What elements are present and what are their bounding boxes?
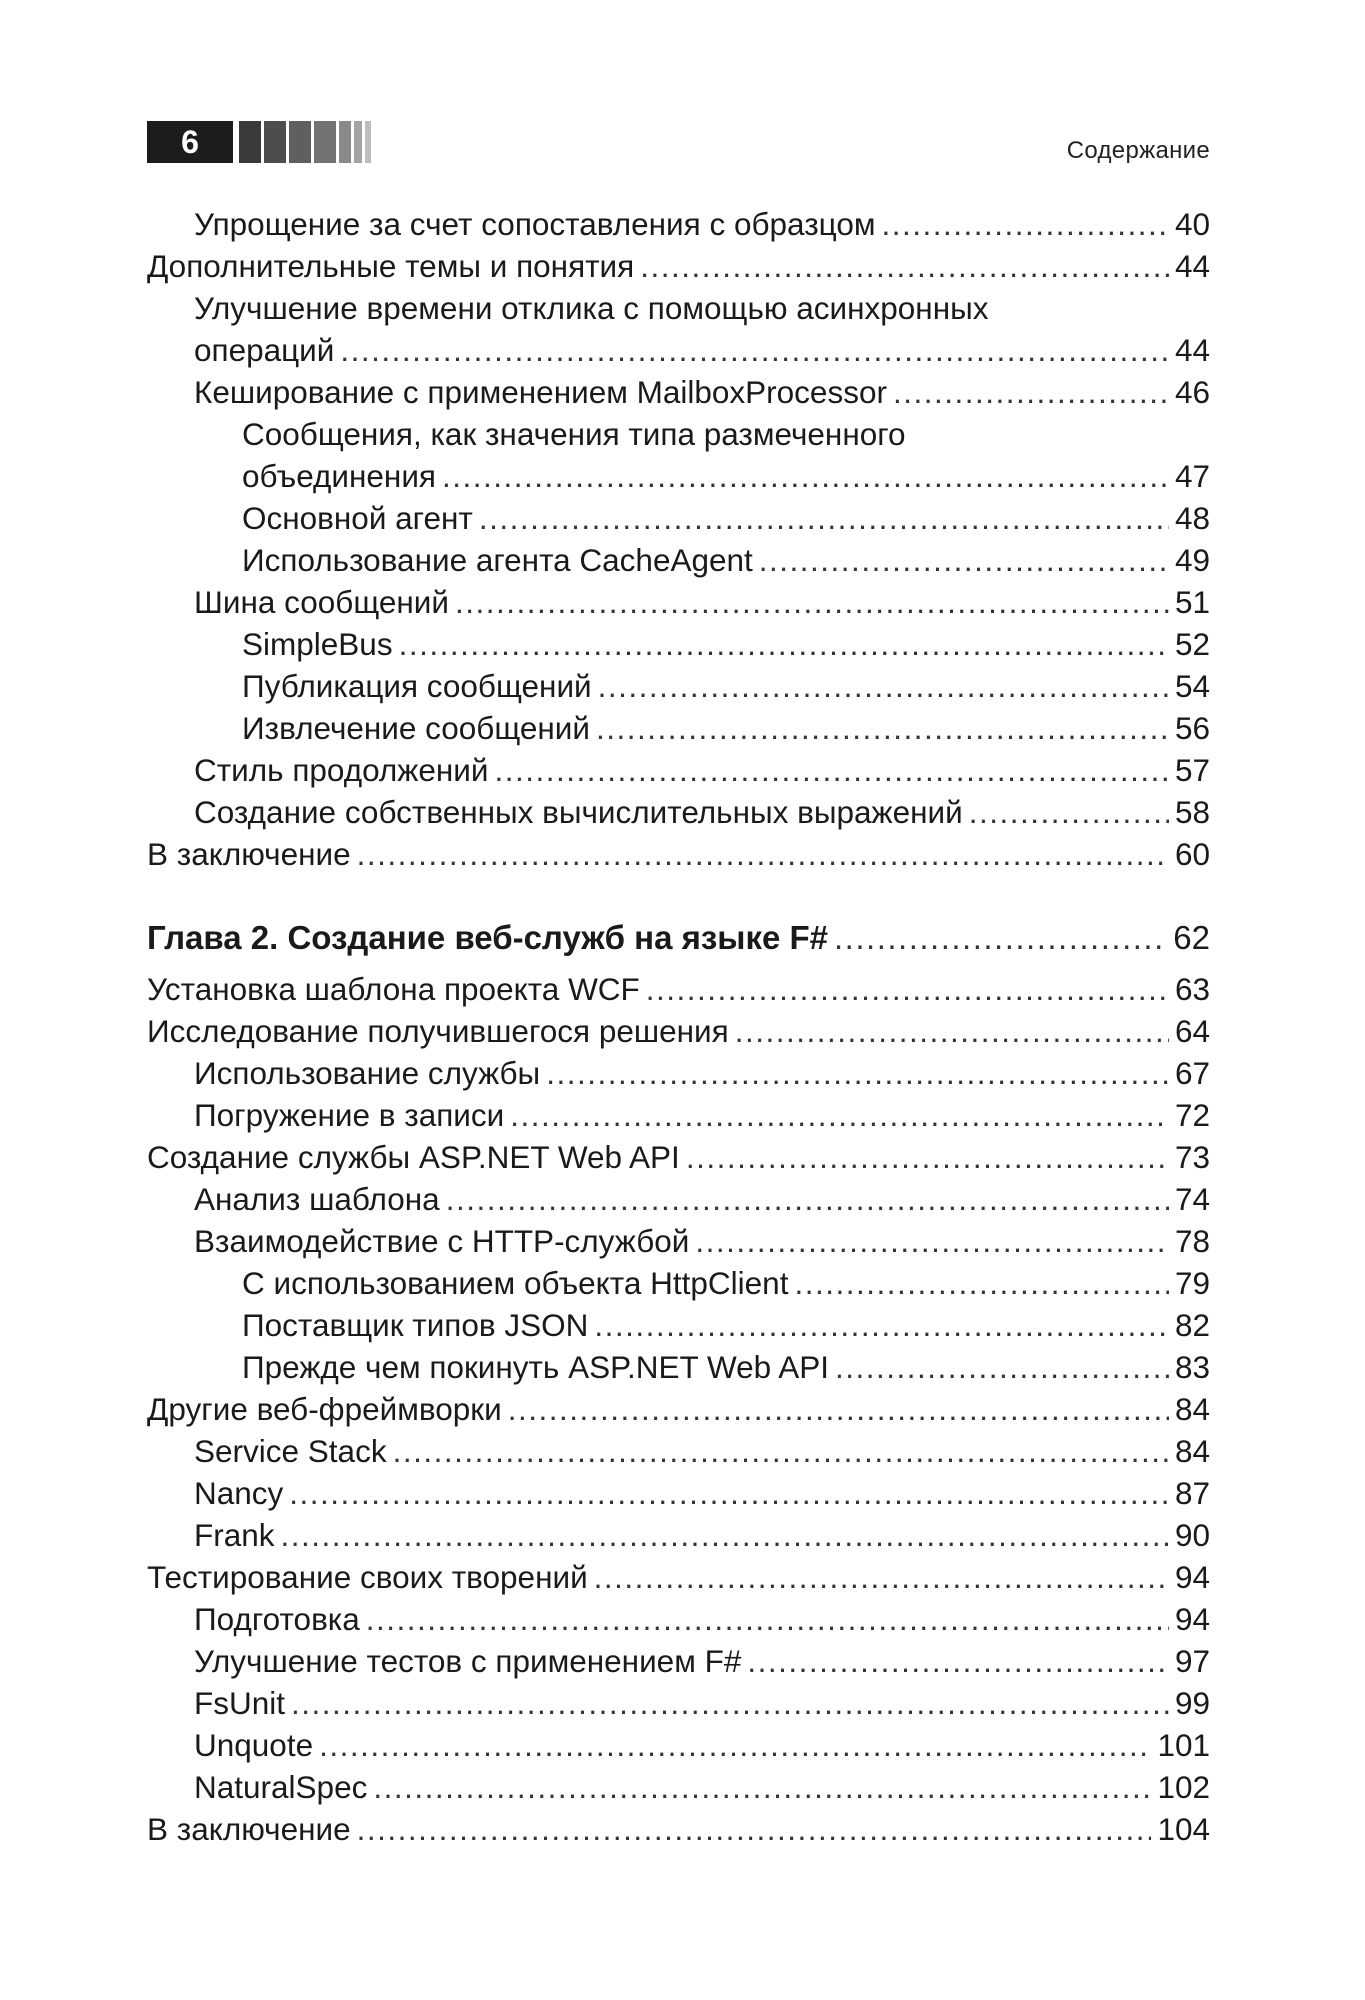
toc-entry[interactable] <box>147 1766 1210 1808</box>
toc-page-number: 87 <box>1174 1475 1210 1511</box>
toc-page-number: 84 <box>1174 1433 1210 1469</box>
toc-entry[interactable] <box>147 1640 1210 1682</box>
toc-entry[interactable] <box>147 968 1210 1010</box>
toc-entry-title: Unquote <box>194 1727 314 1763</box>
dot-leader <box>686 1136 1169 1178</box>
toc-entry[interactable] <box>147 329 1210 371</box>
page-number: 6 <box>147 121 233 163</box>
toc-entry-title: В заключение <box>147 836 351 872</box>
toc-entry-title: Дополнительные темы и понятия <box>147 248 635 284</box>
toc-entry-title: Установка шаблона проекта WCF <box>147 971 640 1007</box>
toc-entry[interactable] <box>147 1472 1210 1514</box>
toc-entry-title: Кеширование с применением MailboxProcessor <box>194 374 887 410</box>
toc-entry[interactable] <box>147 833 1210 875</box>
toc-entry-title: Использование службы <box>194 1055 541 1091</box>
toc-entry[interactable] <box>147 1388 1210 1430</box>
toc-entry-title: Создание службы ASP.NET Web API <box>147 1139 680 1175</box>
toc-page-number: 72 <box>1174 1097 1210 1133</box>
dot-leader <box>455 581 1169 623</box>
toc-entry-title: Создание собственных вычислительных выражений <box>194 794 963 830</box>
toc-page-number: 90 <box>1174 1517 1210 1553</box>
toc-entry[interactable] <box>147 749 1210 791</box>
toc-chapter-entry[interactable] <box>147 917 1210 959</box>
toc-entry-title: Стиль продолжений <box>194 752 489 788</box>
dot-leader <box>393 1430 1169 1472</box>
toc-page-number: 73 <box>1174 1139 1210 1175</box>
dot-leader <box>340 329 1169 371</box>
dot-leader <box>357 1808 1152 1850</box>
dot-leader <box>508 1388 1169 1430</box>
toc-entry[interactable] <box>147 1304 1210 1346</box>
toc-page-number: 51 <box>1174 584 1210 620</box>
toc-entry-line <box>147 413 1210 455</box>
toc-entry[interactable] <box>147 1220 1210 1262</box>
toc-page-number: 104 <box>1157 1811 1210 1847</box>
toc-page-number: 47 <box>1174 458 1210 494</box>
toc-entry-title: Глава 2. Создание веб-служб на языке F# <box>147 919 829 956</box>
toc-entry[interactable] <box>147 707 1210 749</box>
toc-page-number: 101 <box>1157 1727 1210 1763</box>
dot-leader <box>747 1640 1169 1682</box>
toc-page-number: 99 <box>1174 1685 1210 1721</box>
dot-leader <box>442 455 1169 497</box>
toc-entry-title: FsUnit <box>194 1685 286 1721</box>
dot-leader <box>646 968 1169 1010</box>
toc-entry-line <box>147 287 1210 329</box>
toc-page-number: 60 <box>1174 836 1210 872</box>
toc-entry[interactable] <box>147 623 1210 665</box>
dot-leader <box>510 1094 1169 1136</box>
running-title: Содержание <box>1066 137 1210 164</box>
table-of-contents <box>147 203 1210 1850</box>
toc-entry[interactable] <box>147 791 1210 833</box>
toc-entry-title: Шина сообщений <box>194 584 449 620</box>
dot-leader <box>695 1220 1169 1262</box>
toc-page-number: 94 <box>1174 1601 1210 1637</box>
toc-entry[interactable] <box>147 1094 1210 1136</box>
dot-leader <box>479 497 1169 539</box>
toc-entry-title: Поставщик типов JSON <box>242 1307 589 1343</box>
dot-leader <box>291 1682 1169 1724</box>
toc-page-number: 63 <box>1174 971 1210 1007</box>
toc-page-number: 79 <box>1174 1265 1210 1301</box>
dot-leader <box>735 1010 1169 1052</box>
dot-leader <box>594 1556 1169 1598</box>
toc-entry-title: Исследование получившегося решения <box>147 1013 729 1049</box>
toc-entry-title: В заключение <box>147 1811 351 1847</box>
toc-entry-title: Использование агента CacheAgent <box>242 542 753 578</box>
dot-leader <box>546 1052 1169 1094</box>
toc-entry-title: Другие веб-фреймворки <box>147 1391 502 1427</box>
dot-leader <box>969 791 1169 833</box>
toc-entry-title: SimpleBus <box>242 626 393 662</box>
toc-entry[interactable] <box>147 1178 1210 1220</box>
toc-entry[interactable] <box>147 581 1210 623</box>
toc-entry-title: Анализ шаблона <box>194 1181 440 1217</box>
toc-page-number: 54 <box>1174 668 1210 704</box>
toc-entry[interactable] <box>147 1808 1210 1850</box>
toc-page-number: 58 <box>1174 794 1210 830</box>
toc-entry-title: Nancy <box>194 1475 284 1511</box>
toc-page-number: 82 <box>1174 1307 1210 1343</box>
dot-leader <box>289 1472 1169 1514</box>
dot-leader <box>357 833 1169 875</box>
toc-page-number: 62 <box>1173 919 1210 956</box>
header-bar <box>339 121 351 163</box>
dot-leader <box>366 1598 1169 1640</box>
toc-page-number: 74 <box>1174 1181 1210 1217</box>
page-header <box>147 121 1210 163</box>
dot-leader <box>893 371 1169 413</box>
dot-leader <box>319 1724 1151 1766</box>
header-bar <box>365 121 371 163</box>
dot-leader <box>882 203 1169 245</box>
toc-entry[interactable] <box>147 1682 1210 1724</box>
toc-entry-title: Service Stack <box>194 1433 387 1469</box>
toc-page-number: 44 <box>1174 332 1210 368</box>
dot-leader <box>594 1304 1169 1346</box>
toc-entry-title-line: Улучшение времени отклика с помощью асинхронных <box>194 290 989 326</box>
toc-entry[interactable] <box>147 245 1210 287</box>
toc-entry[interactable] <box>147 497 1210 539</box>
dot-leader <box>399 623 1169 665</box>
toc-page-number: 48 <box>1174 500 1210 536</box>
toc-page-number: 78 <box>1174 1223 1210 1259</box>
toc-entry-title: Основной агент <box>242 500 473 536</box>
decorative-bars <box>239 121 374 163</box>
toc-entry[interactable] <box>147 539 1210 581</box>
toc-page-number: 56 <box>1174 710 1210 746</box>
toc-entry-title: Упрощение за счет сопоставления с образцом <box>194 206 876 242</box>
toc-entry[interactable] <box>147 1430 1210 1472</box>
toc-entry[interactable] <box>147 203 1210 245</box>
header-bar <box>264 121 286 163</box>
toc-entry-title: NaturalSpec <box>194 1769 368 1805</box>
dot-leader <box>834 917 1167 959</box>
toc-page-number: 97 <box>1174 1643 1210 1679</box>
toc-entry[interactable] <box>147 1010 1210 1052</box>
dot-leader <box>759 539 1169 581</box>
dot-leader <box>446 1178 1169 1220</box>
toc-entry[interactable] <box>147 1514 1210 1556</box>
toc-entry-title: Улучшение тестов с применением F# <box>194 1643 742 1679</box>
toc-entry[interactable] <box>147 1262 1210 1304</box>
toc-page-number: 52 <box>1174 626 1210 662</box>
toc-entry-title: Извлечение сообщений <box>242 710 590 746</box>
toc-entry-title: Публикация сообщений <box>242 668 592 704</box>
toc-entry[interactable] <box>147 1724 1210 1766</box>
dot-leader <box>596 707 1169 749</box>
dot-leader <box>598 665 1169 707</box>
header-bar <box>289 121 311 163</box>
dot-leader <box>794 1262 1169 1304</box>
toc-entry[interactable] <box>147 1136 1210 1178</box>
dot-leader <box>640 245 1169 287</box>
toc-page-number: 83 <box>1174 1349 1210 1385</box>
toc-entry[interactable] <box>147 1598 1210 1640</box>
toc-page-number: 49 <box>1174 542 1210 578</box>
dot-leader <box>494 749 1168 791</box>
toc-page-number: 102 <box>1157 1769 1210 1805</box>
toc-page-number: 44 <box>1174 248 1210 284</box>
dot-leader <box>373 1766 1151 1808</box>
toc-entry-title: Прежде чем покинуть ASP.NET Web API <box>242 1349 829 1385</box>
toc-entry-title: Тестирование своих творений <box>147 1559 588 1595</box>
toc-page-number: 84 <box>1174 1391 1210 1427</box>
toc-entry[interactable] <box>147 1346 1210 1388</box>
toc-entry[interactable] <box>147 371 1210 413</box>
toc-entry[interactable] <box>147 1052 1210 1094</box>
dot-leader <box>281 1514 1169 1556</box>
toc-entry[interactable] <box>147 455 1210 497</box>
toc-entry-title: объединения <box>242 458 436 494</box>
header-bar <box>354 121 362 163</box>
toc-entry-title: Взаимодействие с HTTP-службой <box>194 1223 690 1259</box>
toc-page-number: 40 <box>1174 206 1210 242</box>
header-bar <box>314 121 336 163</box>
toc-entry-title: С использованием объекта HttpClient <box>242 1265 789 1301</box>
toc-entry-title: Погружение в записи <box>194 1097 505 1133</box>
toc-entry-title: Frank <box>194 1517 275 1553</box>
toc-entry[interactable] <box>147 665 1210 707</box>
header-bar <box>239 121 261 163</box>
toc-entry[interactable] <box>147 1556 1210 1598</box>
dot-leader <box>835 1346 1169 1388</box>
toc-page-number: 94 <box>1174 1559 1210 1595</box>
toc-page-number: 57 <box>1174 752 1210 788</box>
toc-entry-title: Подготовка <box>194 1601 360 1637</box>
toc-page-number: 67 <box>1174 1055 1210 1091</box>
toc-entry-title-line: Сообщения, как значения типа размеченного <box>242 416 906 452</box>
toc-entry-title: операций <box>194 332 335 368</box>
toc-page-number: 64 <box>1174 1013 1210 1049</box>
toc-page-number: 46 <box>1174 374 1210 410</box>
